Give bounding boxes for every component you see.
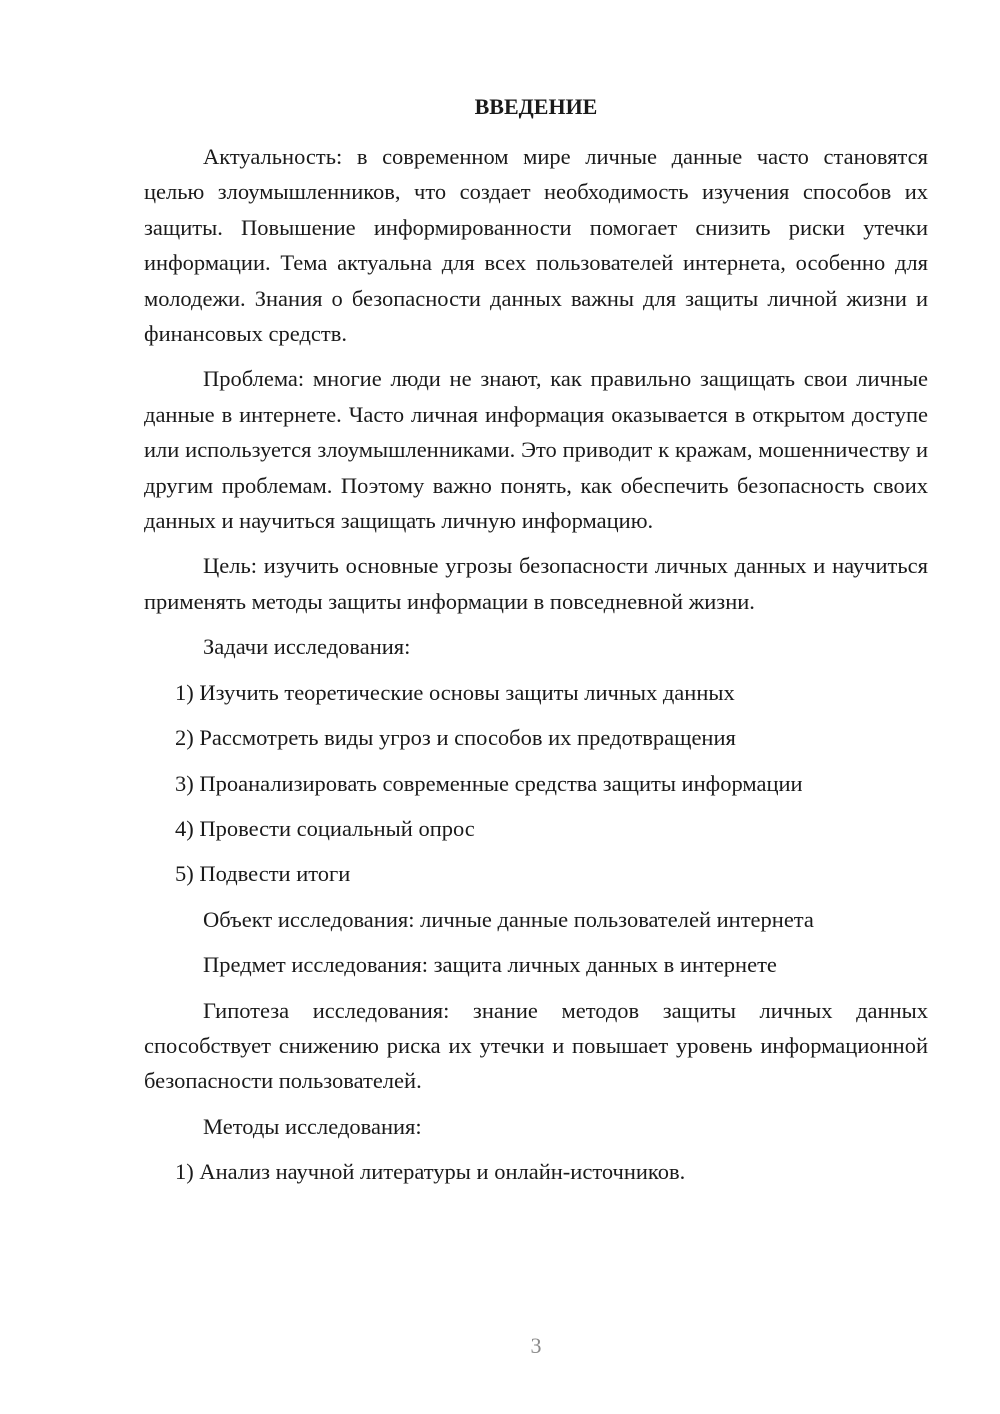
methods-title: Методы исследования: — [203, 1113, 422, 1139]
problem-paragraph: Проблема: многие люди не знают, как правильно защищать свои личные данные в интернете. Часто личная информация оказывается в открытом доступе или используется злоумышленниками. Это приводит к кражам, мошенничеству и другим проблемам. Поэтому важно понять, как обеспечить безопасность своих данных и научиться защищать личную информацию. — [144, 366, 928, 534]
task-item: 3) Проанализировать современные средства защиты информации — [175, 770, 803, 796]
task-item: 4) Провести социальный опрос — [175, 815, 475, 841]
task-item: 5) Подвести итоги — [175, 861, 351, 887]
object-paragraph: Объект исследования: личные данные пользователей интернета — [203, 906, 814, 932]
relevance-paragraph: Актуальность: в современном мире личные данные часто становятся целью злоумышленников, что создает необходимость изучения способов их защиты. Повышение информированности помогает снизить риски утечки информации. Тема актуальна для всех пользователей интернета, особенно для молодежи. Знания о безопасности данных важны для защиты личной жизни и финансовых средств. — [144, 144, 928, 347]
method-item: 1) Анализ научной литературы и онлайн-источников. — [175, 1159, 686, 1185]
task-item: 2) Рассмотреть виды угроз и способов их предотвращения — [175, 725, 736, 751]
tasks-title: Задачи исследования: — [203, 634, 411, 660]
task-item: 1) Изучить теоретические основы защиты личных данных — [175, 679, 735, 705]
methods-list — [144, 1154, 928, 1189]
page-number: 3 — [530, 1333, 542, 1358]
page-title: ВВЕДЕНИЕ — [474, 94, 598, 119]
document-page — [144, 92, 928, 1200]
subject-paragraph: Предмет исследования: защита личных данных в интернете — [203, 952, 777, 978]
hypothesis-paragraph: Гипотеза исследования: знание методов защиты личных данных способствует снижению риска их утечки и повышает уровень информационной безопасности пользователей. — [144, 997, 928, 1094]
tasks-list — [144, 675, 928, 892]
goal-paragraph: Цель: изучить основные угрозы безопасности личных данных и научиться применять методы защиты информации в повседневной жизни. — [144, 553, 928, 614]
